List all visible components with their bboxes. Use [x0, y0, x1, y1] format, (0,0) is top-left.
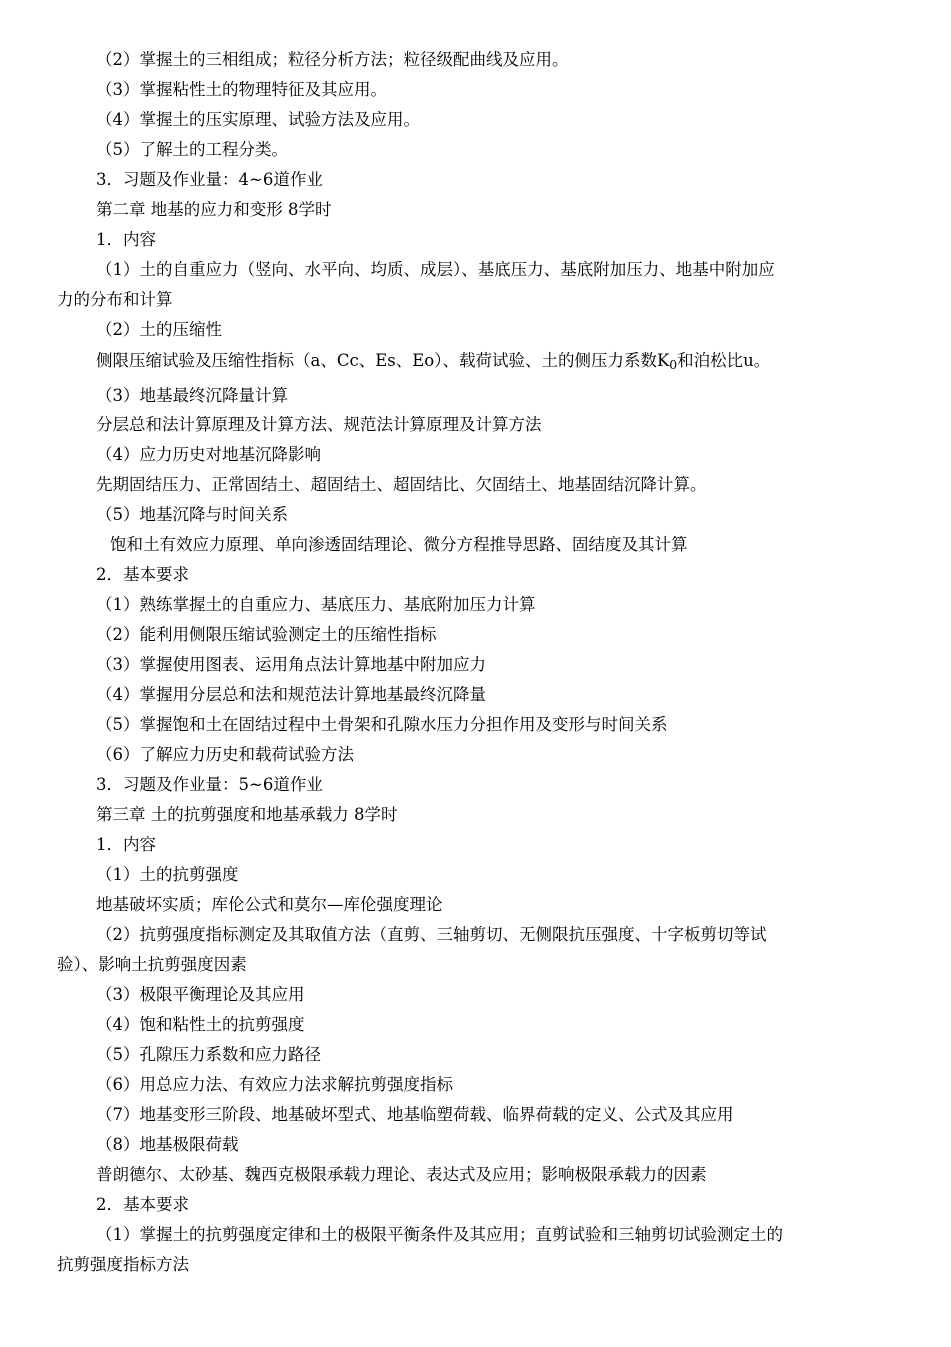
- text-line: （1）熟练掌握土的自重应力、基底压力、基底附加压力计算: [96, 595, 536, 614]
- section-heading: 2．基本要求: [96, 565, 189, 584]
- text-line: （5）地基沉降与时间关系: [96, 505, 288, 524]
- text-line: （5）掌握饱和土在固结过程中土骨架和孔隙水压力分担作用及变形与时间关系: [96, 715, 668, 734]
- text-line: （4）掌握用分层总和法和规范法计算地基最终沉降量: [96, 685, 486, 704]
- text-line: （3）掌握粘性土的物理特征及其应用。: [96, 80, 387, 99]
- text-line: 力的分布和计算: [57, 290, 173, 309]
- text-line: （5）孔隙压力系数和应力路径: [96, 1045, 321, 1064]
- chapter-heading: 第三章 土的抗剪强度和地基承载力 8学时: [96, 805, 398, 824]
- section-heading: 1．内容: [96, 835, 156, 854]
- subscript: 0: [669, 358, 678, 373]
- text-line: （5）了解土的工程分类。: [96, 140, 288, 159]
- text-line: 验）、影响土抗剪强度因素: [57, 955, 247, 974]
- section-heading: 1．内容: [96, 230, 156, 249]
- text-segment: 和泊松比u。: [677, 351, 771, 370]
- text-line: （1）土的抗剪强度: [96, 865, 239, 884]
- text-line: 分层总和法计算原理及计算方法、规范法计算原理及计算方法: [96, 415, 542, 434]
- text-line: （3）地基最终沉降量计算: [96, 386, 288, 405]
- text-line: （1）土的自重应力（竖向、水平向、均质、成层）、基底压力、基底附加压力、地基中附加应: [96, 260, 775, 279]
- text-line: （4）掌握土的压实原理、试验方法及应用。: [96, 110, 420, 129]
- text-line: 先期固结压力、正常固结土、超固结土、超固结比、欠固结土、地基固结沉降计算。: [96, 475, 707, 494]
- text-line: （6）了解应力历史和载荷试验方法: [96, 745, 354, 764]
- text-line: 3．习题及作业量：4~6道作业: [96, 170, 323, 189]
- text-line: （2）抗剪强度指标测定及其取值方法（直剪、三轴剪切、无侧限抗压强度、十字板剪切等试: [96, 925, 767, 944]
- chapter-heading: 第二章 地基的应力和变形 8学时: [96, 200, 332, 219]
- text-line: 3．习题及作业量：5~6道作业: [96, 775, 323, 794]
- text-line: 地基破坏实质；库伦公式和莫尔—库伦强度理论: [96, 895, 443, 914]
- text-line: （2）掌握土的三相组成；粒径分析方法；粒径级配曲线及应用。: [96, 50, 569, 69]
- text-segment: 侧限压缩试验及压缩性指标（a、Cc、Es、Eo）、载荷试验、土的侧压力系数K: [96, 351, 670, 370]
- text-line: （7）地基变形三阶段、地基破坏型式、地基临塑荷载、临界荷载的定义、公式及其应用: [96, 1105, 734, 1124]
- text-line: （4）饱和粘性土的抗剪强度: [96, 1015, 305, 1034]
- text-line: （1）掌握土的抗剪强度定律和土的极限平衡条件及其应用；直剪试验和三轴剪切试验测定土的: [96, 1225, 783, 1244]
- text-line: （2）土的压缩性: [96, 320, 222, 339]
- text-line: （6）用总应力法、有效应力法求解抗剪强度指标: [96, 1075, 453, 1094]
- text-line: [96, 350, 770, 372]
- section-heading: 2．基本要求: [96, 1195, 189, 1214]
- text-line: （2）能利用侧限压缩试验测定土的压缩性指标: [96, 625, 437, 644]
- text-line: 饱和土有效应力原理、单向渗透固结理论、微分方程推导思路、固结度及其计算: [110, 535, 688, 554]
- text-line: （8）地基极限荷载: [96, 1135, 239, 1154]
- text-line: （3）掌握使用图表、运用角点法计算地基中附加应力: [96, 655, 486, 674]
- text-line: （4）应力历史对地基沉降影响: [96, 445, 321, 464]
- text-line: 普朗德尔、太砂基、魏西克极限承载力理论、表达式及应用；影响极限承载力的因素: [96, 1165, 707, 1184]
- text-line: 抗剪强度指标方法: [57, 1255, 189, 1274]
- text-line: （3）极限平衡理论及其应用: [96, 985, 305, 1004]
